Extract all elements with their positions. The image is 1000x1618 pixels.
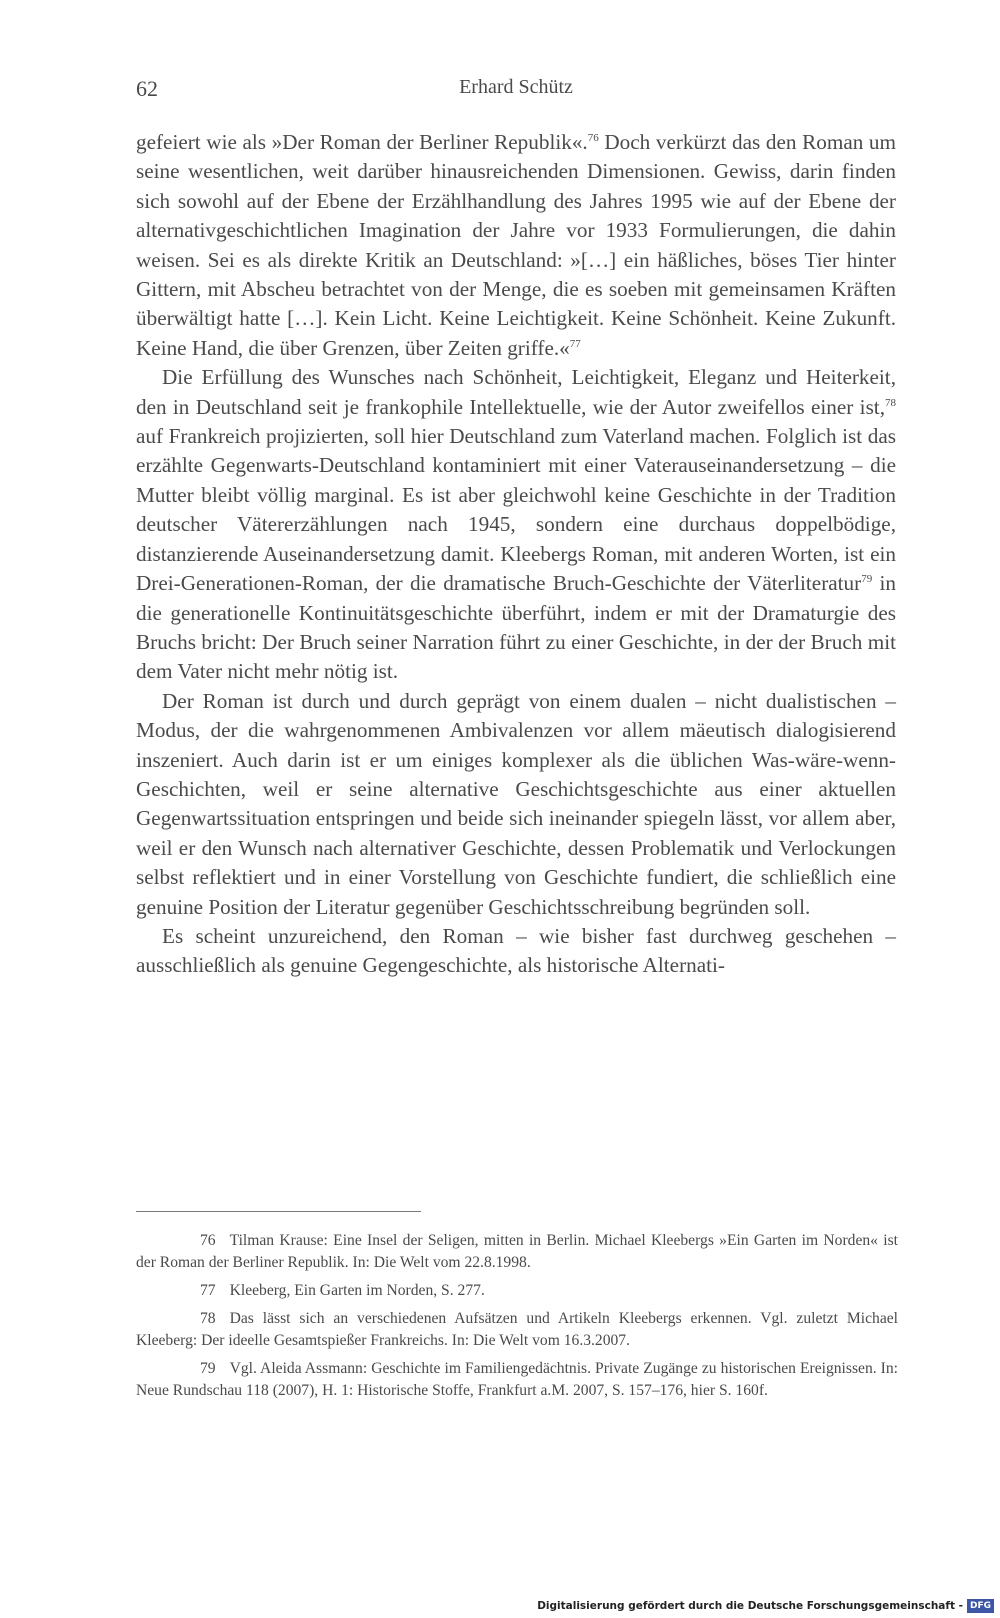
footnote xyxy=(136,1280,898,1302)
footnote-ref[interactable]: 79 xyxy=(861,573,873,586)
footnote xyxy=(136,1230,898,1274)
body-text xyxy=(136,128,896,981)
paragraph-text: auf Frankreich projizierten, soll hier Deutschland zum Vaterland machen. Folglich ist das erzählte Gegenwarts-Deutschland kontaminiert mit einer Vaterauseinandersetzung – die Mutter bleibt völlig marginal. Es ist aber gleichwohl keine Geschichte in der Tradition deutscher Vätererzählungen nach 1945, sondern eine durchaus doppelbödige, distanzierende Auseinandersetzung damit. Kleebergs Roman, mit anderen Worten, ist ein Drei-Generationen-Roman, der die dramatische Bruch-Geschichte der Väterliteratur xyxy=(136,424,896,596)
page-header xyxy=(136,76,896,106)
paragraph xyxy=(136,128,896,363)
footnote-number: 79 xyxy=(200,1360,216,1377)
digitization-banner xyxy=(537,1598,994,1614)
paragraph-text: Die Erfüllung des Wunsches nach Schönheit, Leichtigkeit, Eleganz und Heiterkeit, den in Deutschland seit je frankophile Intellektuelle, wie der Autor zweifellos einer ist, xyxy=(136,365,896,419)
paragraph: Es scheint unzureichend, den Roman – wie bisher fast durchweg geschehen – ausschließlich als genuine Gegengeschichte, als historische Alternati- xyxy=(136,923,896,978)
dfg-logo: DFG xyxy=(967,1599,994,1613)
footnote-number: 77 xyxy=(200,1282,216,1299)
footnote-ref[interactable]: 76 xyxy=(587,132,599,144)
footnote-text: Das lässt sich an verschiedenen Aufsätzen und Artikeln Kleebergs erkennen. Vgl. zuletzt Michael Kleeberg: Der ideelle Gesamtspießer Frankreichs. In: Die Welt vom 16.3.2007. xyxy=(136,1310,898,1349)
footnote-divider xyxy=(136,1211,421,1212)
footnote xyxy=(136,1308,898,1352)
footnote-text: Vgl. Aleida Assmann: Geschichte im Familiengedächtnis. Private Zugänge zu historischen Ereignissen. In: Neue Rundschau 118 (2007), H. 1: Historische Stoffe, Frankfurt a.M. 2007, S. 157–176, hier S. 160f. xyxy=(136,1360,898,1399)
digitization-text: Digitalisierung gefördert durch die Deutsche Forschungsgemeinschaft - xyxy=(537,1600,963,1612)
paragraph xyxy=(136,363,896,686)
footnotes xyxy=(136,1230,898,1408)
running-head: Erhard Schütz xyxy=(459,76,573,98)
footnote-text: Tilman Krause: Eine Insel der Seligen, mitten in Berlin. Michael Kleebergs »Ein Garten im Norden« ist der Roman der Berliner Republik. In: Die Welt vom 22.8.1998. xyxy=(136,1232,898,1271)
paragraph: Der Roman ist durch und durch geprägt von einem dualen – nicht dualistischen – Modus, der die wahrgenommenen Ambivalenzen vor allem mäeutisch dialogisierend inszeniert. Auch darin ist er um einiges komplexer als die üblichen Was-wäre-wenn-Geschichten, weil er seine alternative Geschichtsgeschichte aus einer aktuellen Gegenwartssituation entspringen und beide sich ineinander spiegeln lässt, vor allem aber, weil er den Wunsch nach alternativer Geschichte, dessen Problematik und Verlockungen selbst reflektiert und in einer Vorstellung von Geschichte fundiert, die schließlich eine genuine Position der Literatur gegenüber Geschichtsschreibung begründen soll. xyxy=(136,688,896,919)
footnote-ref[interactable]: 77 xyxy=(569,337,581,350)
page-number: 62 xyxy=(136,76,158,101)
paragraph-text: in die generationelle Kontinuitätsgeschichte überführt, indem er mit der Dramaturgie des Bruchs bricht: Der Bruch seiner Narration führt zu einer Geschichte, in der der Bruch mit dem Vater nicht mehr nötig ist. xyxy=(136,571,896,684)
footnote-ref[interactable]: 78 xyxy=(885,396,896,409)
footnote xyxy=(136,1358,898,1402)
paragraph-text: Doch verkürzt das den Roman um seine wesentlichen, weit darüber hinausreichenden Dimensionen. Gewiss, darin finden sich sowohl auf der Ebene der Erzählhandlung des Jahres 1995 wie auf der Ebene der alternativgeschichtlichen Imagination der Jahre vor 1933 Formulierungen, die dahin weisen. Sei es als direkte Kritik an Deutschland: »[…] ein häßliches, böses Tier hinter Gittern, mit Abscheu betrachtet von der Menge, die es soeben mit gemeinsamen Kräften überwältigt hatte […]. Kein Licht. Keine Leichtigkeit. Keine Schönheit. Keine Zukunft. Keine Hand, die über Grenzen, über Zeiten griffe.« xyxy=(136,130,897,360)
footnote-text: Kleeberg, Ein Garten im Norden, S. 277. xyxy=(229,1282,485,1299)
footnote-number: 78 xyxy=(200,1310,216,1327)
footnote-number: 76 xyxy=(200,1232,216,1249)
paragraph-text: gefeiert wie als »Der Roman der Berliner Republik«. xyxy=(136,130,588,154)
